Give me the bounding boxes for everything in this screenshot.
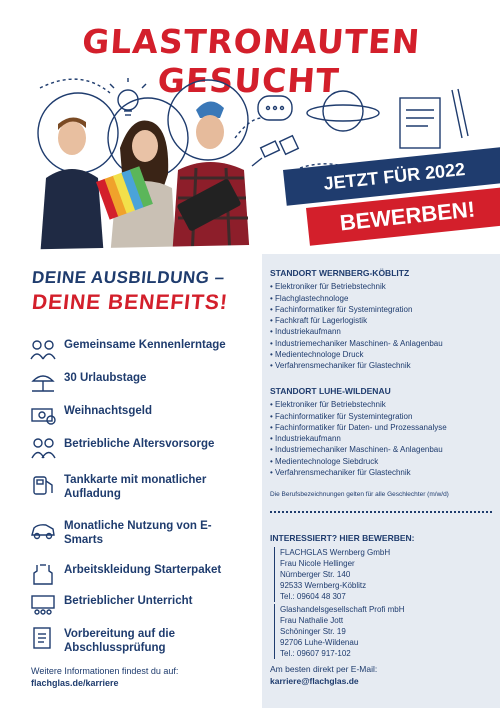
headline: GLASTRONAUTEN GESUCHT [80, 22, 422, 100]
gender-note: Die Berufsbezeichnungen gelten für alle Geschlechter (m/w/d) [270, 491, 449, 498]
benefits-title: DEINE AUSBILDUNG – [31, 268, 226, 287]
career-link[interactable]: flachglas.de/karriere [31, 678, 119, 688]
benefit-label: Betriebliche Altersvorsorge [64, 438, 215, 450]
benefit-label: Betrieblicher Unterricht [64, 595, 193, 607]
job-item: • Elektroniker für Betriebstechnik [270, 399, 495, 410]
job-item: • Fachinformatiker für Systemintegration [270, 411, 495, 422]
workwear-icon [30, 563, 56, 585]
benefit-label: 30 Urlaubstage [64, 372, 147, 384]
job-item: • Medientechnologe Siebdruck [270, 456, 495, 467]
money-icon [30, 404, 56, 426]
benefit-item [30, 473, 239, 501]
job-item: • Verfahrensmechaniker für Glastechnik [270, 467, 495, 478]
team-icon [30, 338, 56, 360]
benefit-item [30, 437, 239, 459]
job-item: • Industriemechaniker Maschinen- & Anlagenbau [270, 338, 495, 349]
job-item: • Industriekaufmann [270, 433, 495, 444]
address-luhe [274, 604, 405, 659]
address-line: Frau Nicole Hellinger [280, 559, 355, 568]
job-item: • Industriemechaniker Maschinen- & Anlagenbau [270, 444, 495, 455]
job-item: • Fachinformatiker für Systemintegration [270, 304, 495, 315]
address-line: Schöninger Str. 19 [280, 627, 346, 636]
job-item: • Fachinformatiker für Daten- und Prozessanalyse [270, 422, 495, 433]
benefit-label: Weihnachtsgeld [64, 405, 152, 417]
more-info-label: Weitere Informationen findest du auf: [31, 666, 179, 676]
address-line: Frau Nathalie Jott [280, 616, 344, 625]
job-item: • Industriekaufmann [270, 326, 495, 337]
benefit-item [30, 627, 239, 655]
apply-badge: BEWERBEN! [306, 187, 500, 246]
address-line: Nürnberger Str. 140 [280, 570, 351, 579]
more-info [31, 665, 178, 689]
benefit-label: Tankkarte mit monatlicher Aufladung [64, 474, 207, 500]
benefit-item [30, 404, 239, 426]
job-item: • Medientechnologe Druck [270, 349, 495, 360]
location-wernberg [270, 268, 495, 372]
classroom-icon [30, 594, 56, 616]
job-item: • Verfahrensmechaniker für Glastechnik [270, 360, 495, 371]
job-item: • Fachkraft für Lagerlogistik [270, 315, 495, 326]
seniors-icon [30, 437, 56, 459]
address-line: Glashandelsgesellschaft Profi mbH [280, 605, 405, 614]
address-wernberg [274, 547, 390, 602]
benefit-label: Gemeinsame Kennenlerntage [64, 339, 226, 351]
beach-icon [30, 371, 56, 393]
address-line: Tel.: 09604 48 307 [280, 592, 346, 601]
email-link[interactable]: karriere@flachglas.de [270, 676, 359, 686]
benefit-label: Monatliche Nutzung von E-Smarts [64, 520, 212, 546]
apply-heading: INTERESSIERT? HIER BEWERBEN: [270, 533, 415, 543]
benefit-label: Vorbereitung auf die Abschlussprüfung [64, 628, 175, 654]
benefit-item [30, 338, 239, 360]
fuel-icon [30, 473, 56, 495]
benefit-label: Arbeitskleidung Starterpaket [64, 564, 222, 576]
job-item: • Flachglastechnologe [270, 293, 495, 304]
location-heading: STANDORT LUHE-WILDENAU [270, 386, 391, 396]
address-line: Tel.: 09607 917-102 [280, 649, 351, 658]
location-heading: STANDORT WERNBERG-KÖBLITZ [270, 268, 410, 278]
address-line: 92533 Wernberg-Köblitz [280, 581, 367, 590]
car-icon [30, 519, 56, 541]
exam-icon [30, 627, 56, 649]
benefit-item [30, 594, 239, 616]
job-item: • Elektroniker für Betriebstechnik [270, 281, 495, 292]
benefits-subtitle: DEINE BENEFITS! [30, 291, 230, 314]
dotted-divider [270, 511, 492, 513]
year-badge: JETZT FÜR 2022 [283, 147, 500, 206]
contact [270, 663, 377, 687]
benefit-item [30, 563, 239, 585]
contact-label: Am besten direkt per E-Mail: [270, 664, 378, 674]
benefit-item [30, 519, 239, 547]
address-line: FLACHGLAS Wernberg GmbH [280, 548, 391, 557]
location-luhe [270, 386, 495, 478]
address-line: 92706 Luhe-Wildenau [280, 638, 359, 647]
benefit-item [30, 371, 239, 393]
